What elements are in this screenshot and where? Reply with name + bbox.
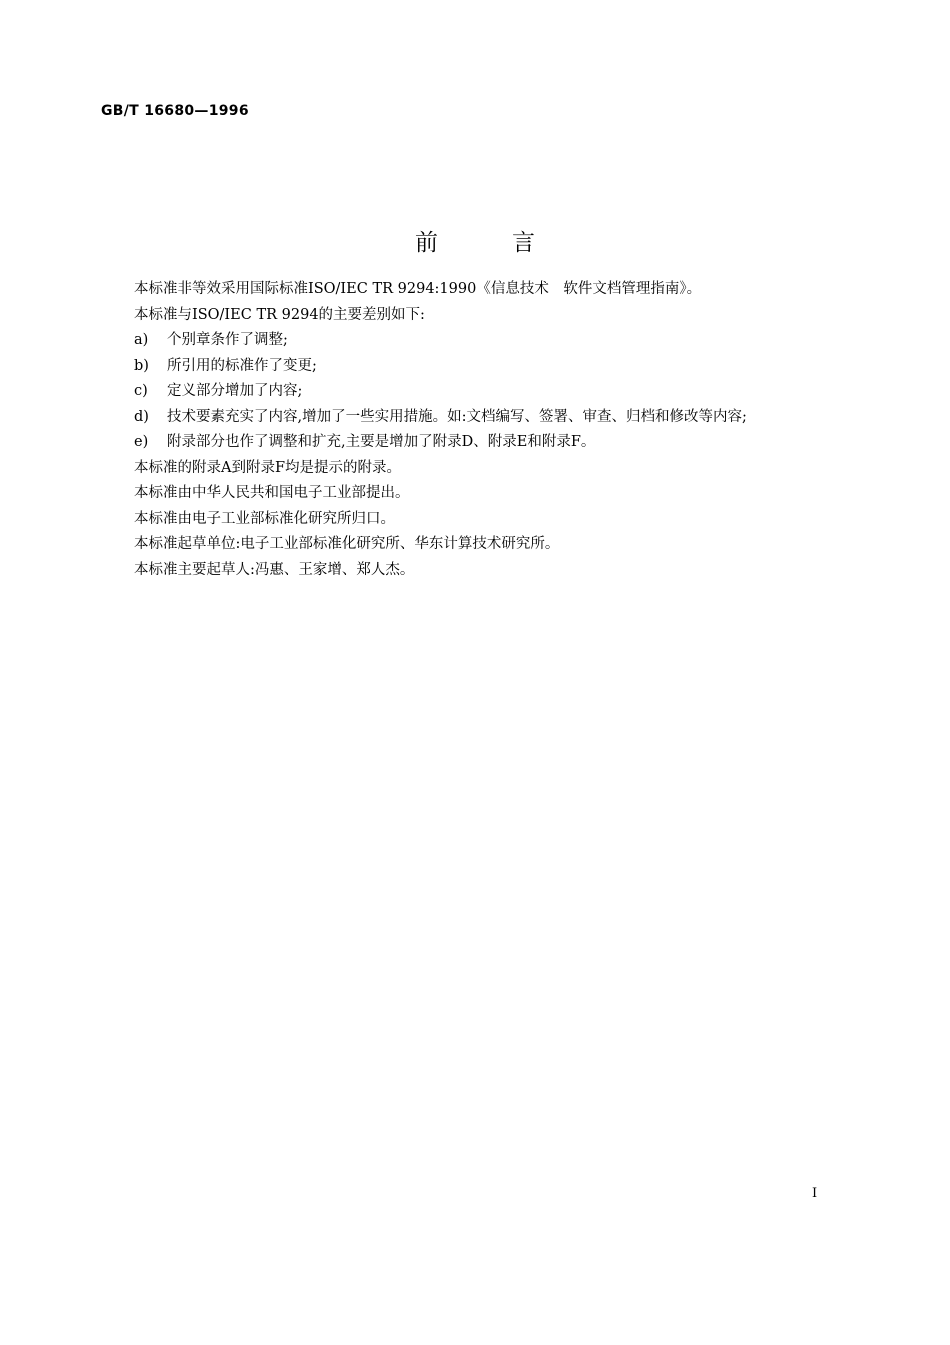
list-marker: a) — [134, 332, 149, 348]
paragraph-drafting-units: 本标准起草单位:电子工业部标准化研究所、华东计算技术研究所。 — [134, 536, 560, 552]
page-number: I — [812, 1186, 818, 1201]
page-title — [0, 224, 950, 257]
list-item — [134, 328, 834, 354]
standard-code: GB/T 16680—1996 — [101, 103, 249, 119]
paragraph-administrator: 本标准由电子工业部标准化研究所归口。 — [134, 510, 395, 527]
list-text: 所引用的标准作了变更; — [167, 357, 317, 374]
list-text: 技术要素充实了内容,增加了一些实用措施。如:文档编写、签署、审查、归档和修改等内容; — [167, 408, 747, 425]
paragraph-appendices: 本标准的附录A到附录F均是提示的附录。 — [134, 459, 402, 476]
title-char-2: 言 — [512, 230, 535, 256]
list-marker: e) — [134, 434, 149, 450]
list-item — [134, 405, 834, 431]
paragraph-proposer: 本标准由中华人民共和国电子工业部提出。 — [134, 485, 410, 501]
list-item — [134, 379, 834, 405]
foreword-body — [134, 277, 834, 583]
title-char-1: 前 — [415, 230, 438, 256]
list-text: 定义部分增加了内容; — [167, 383, 303, 399]
list-item — [134, 430, 834, 456]
list-marker: d) — [134, 408, 149, 425]
list-marker: b) — [134, 357, 149, 374]
list-marker: c) — [134, 383, 148, 399]
list-text: 附录部分也作了调整和扩充,主要是增加了附录D、附录E和附录F。 — [167, 434, 596, 450]
list-text: 个别章条作了调整; — [167, 332, 288, 348]
list-item — [134, 354, 834, 380]
paragraph-differences-intro: 本标准与ISO/IEC TR 9294的主要差别如下: — [134, 306, 425, 323]
paragraph-adoption: 本标准非等效采用国际标准ISO/IEC TR 9294:1990《信息技术 软件文档管理指南》。 — [134, 281, 702, 297]
paragraph-drafters: 本标准主要起草人:冯惠、王家增、郑人杰。 — [134, 561, 415, 578]
